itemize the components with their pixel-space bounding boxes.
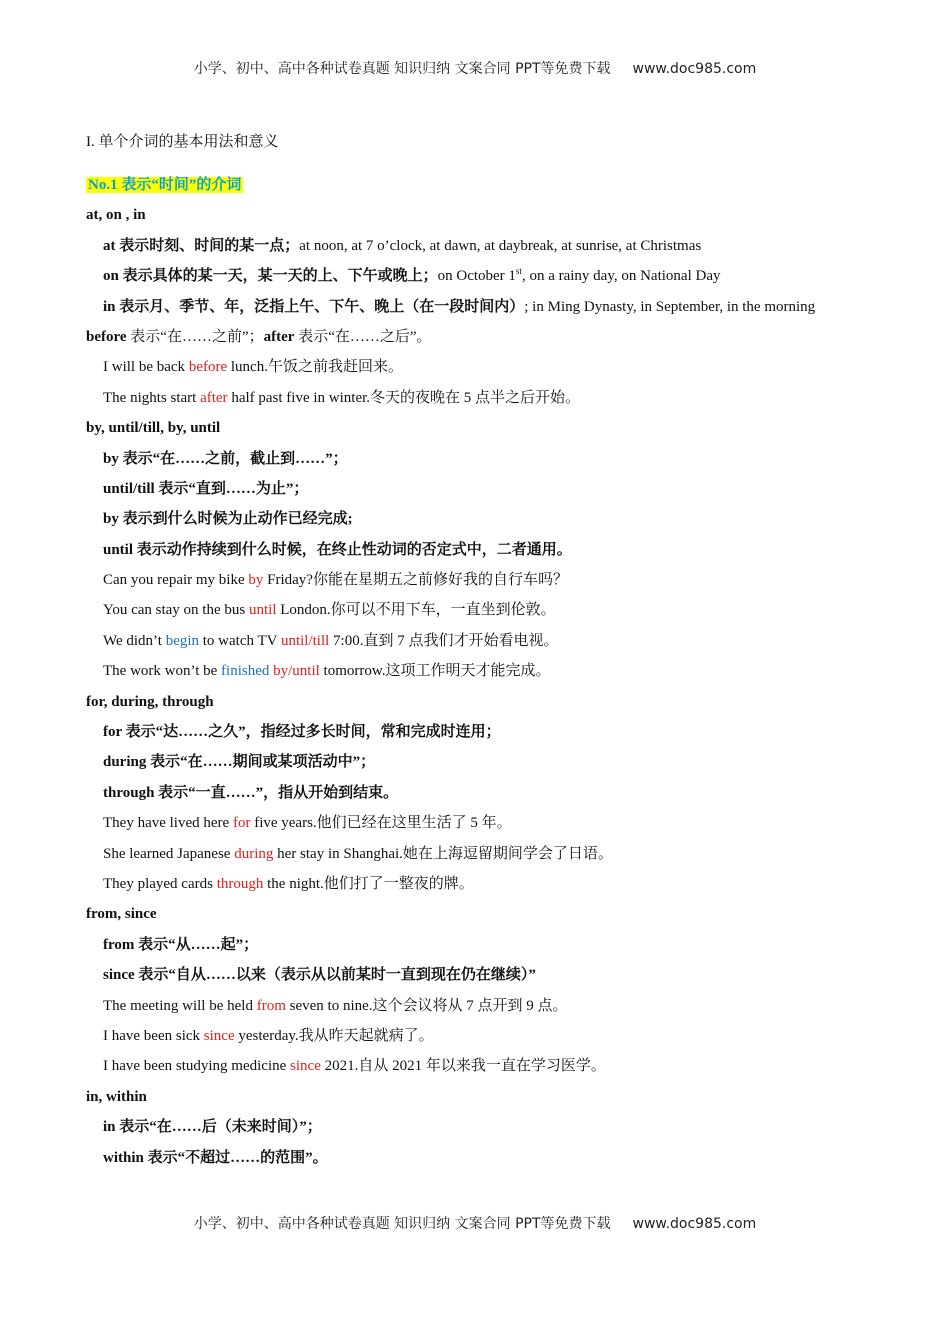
keyword-label: before bbox=[86, 328, 127, 345]
example-sentence bbox=[86, 595, 876, 625]
example-sentence bbox=[86, 839, 876, 869]
sentence-text: 7:00.直到 7 点我们才开始看电视。 bbox=[329, 632, 559, 649]
sentence-text: seven to nine.这个会议将从 7 点开到 9 点。 bbox=[285, 997, 568, 1014]
keyword: since bbox=[290, 1058, 321, 1075]
group-heading-at-on-in: at, on , in bbox=[86, 207, 146, 224]
sentence-text: We didn’t bbox=[103, 632, 166, 649]
group-heading-in-within: in, within bbox=[86, 1088, 147, 1105]
group-heading-for-during-through: for, during, through bbox=[86, 693, 214, 710]
keyword: for bbox=[232, 815, 251, 832]
sentence-text: The nights start bbox=[103, 389, 201, 406]
example-sentence bbox=[86, 991, 876, 1021]
rule-at bbox=[86, 231, 876, 261]
header-text: 小学、初中、高中各种试卷真题 知识归纳 文案合同 PPT等免费下载 bbox=[193, 61, 611, 77]
sentence-text: her stay in Shanghai.她在上海逗留期间学会了日语。 bbox=[273, 845, 613, 862]
example-sentence bbox=[86, 565, 876, 595]
rule-label: on 表示具体的某一天，某一天的上、下午或晚上； bbox=[103, 268, 438, 285]
page-footer bbox=[0, 1213, 950, 1233]
rule-examples: on October 1 bbox=[437, 268, 516, 285]
rule-line: since 表示“自从……以来（表示从以前某时一直到现在仍在继续）” bbox=[103, 967, 536, 984]
sentence-text: Friday?你能在星期五之前修好我的自行车吗？ bbox=[263, 572, 568, 589]
rule-line: until/till 表示“直到……为止”； bbox=[103, 480, 309, 497]
footer-text: 小学、初中、高中各种试卷真题 知识归纳 文案合同 PPT等免费下载 bbox=[193, 1216, 611, 1232]
keyword: through bbox=[216, 876, 264, 892]
sentence-text: tomorrow.这项工作明天才能完成。 bbox=[319, 663, 551, 680]
document-body bbox=[86, 130, 876, 1173]
verb: finished bbox=[221, 663, 270, 680]
sentence-text: I have been sick bbox=[103, 1027, 204, 1044]
example-sentence bbox=[86, 656, 876, 686]
sentence-text: London.你可以不用下车，一直坐到伦敦。 bbox=[276, 602, 556, 619]
rule-line: within 表示“不超过……的范围”。 bbox=[103, 1149, 328, 1166]
group-heading-from-since: from, since bbox=[86, 906, 157, 923]
rule-label: at 表示时刻、时间的某一点； bbox=[103, 237, 300, 254]
keyword: before bbox=[188, 359, 228, 376]
keyword: until/till bbox=[280, 632, 330, 649]
keyword: by/until bbox=[273, 663, 320, 680]
header-site-link[interactable]: www.doc985.com bbox=[632, 61, 757, 77]
example-sentence bbox=[86, 1051, 876, 1081]
rule-label: in 表示月、季节、年，泛指上午、下午、晚上（在一段时间内） bbox=[103, 298, 525, 315]
keyword: from bbox=[256, 997, 286, 1014]
sentence-text: lunch.午饭之前我赶回来。 bbox=[227, 359, 403, 376]
example-sentence bbox=[86, 808, 876, 838]
keyword: during bbox=[234, 845, 274, 862]
page-header bbox=[0, 58, 950, 78]
rule-line: from 表示“从……起”； bbox=[103, 936, 259, 953]
rule-examples: at noon, at 7 o’clock, at dawn, at daybreak, at sunrise, at Christmas bbox=[299, 237, 702, 254]
keyword-label: after bbox=[263, 328, 295, 345]
rule-line: by 表示到什么时候为止动作已经完成; bbox=[103, 511, 353, 528]
sentence-text: half past five in winter.冬天的夜晚在 5 点半之后开始。 bbox=[227, 389, 581, 406]
sentence-text: I will be back bbox=[103, 359, 189, 376]
rule-text: 表示“在……之前”； bbox=[126, 328, 264, 345]
rule-on bbox=[86, 261, 876, 291]
sentence-text: yesterday.我从昨天起就病了。 bbox=[234, 1027, 434, 1044]
section-title: I. 单个介词的基本用法和意义 bbox=[86, 134, 279, 150]
rule-examples: , on a rainy day, on National Day bbox=[521, 268, 721, 285]
rule-line: through 表示“一直……”，指从开始到结束。 bbox=[103, 784, 399, 801]
example-sentence bbox=[86, 869, 876, 899]
rule-in bbox=[86, 292, 876, 322]
rule-line: until 表示动作持续到什么时候，在终止性动词的否定式中，二者通用。 bbox=[103, 541, 572, 558]
rule-line: by 表示“在……之前，截止到……”； bbox=[103, 450, 348, 467]
subsection-heading bbox=[86, 170, 876, 200]
rule-line: in 表示“在……后（未来时间）”； bbox=[103, 1119, 322, 1136]
example-sentence bbox=[86, 1021, 876, 1051]
sentence-text: I have been studying medicine bbox=[103, 1058, 291, 1075]
sentence-text: the night.他们打了一整夜的牌。 bbox=[263, 876, 474, 892]
sentence-text: to watch TV bbox=[199, 632, 281, 649]
keyword: by bbox=[248, 572, 264, 589]
sentence-text: Can you repair my bike bbox=[103, 572, 249, 589]
sentence-text: You can stay on the bus bbox=[103, 602, 249, 619]
superscript: st bbox=[515, 266, 522, 277]
sentence-text: She learned Japanese bbox=[103, 845, 235, 862]
rule-line: during 表示“在……期间或某项活动中”； bbox=[103, 754, 376, 771]
rule-line: for 表示“达……之久”，指经过多长时间，常和完成时连用； bbox=[103, 724, 501, 741]
example-sentence bbox=[86, 352, 876, 382]
example-sentence bbox=[86, 383, 876, 413]
rule-examples: ; in Ming Dynasty, in September, in the morning bbox=[524, 298, 816, 315]
keyword: until bbox=[248, 602, 277, 619]
verb: begin bbox=[165, 632, 200, 649]
group-heading-by-until: by, until/till, by, until bbox=[86, 420, 221, 437]
sentence-text: The work won’t be bbox=[103, 663, 222, 680]
sentence-text: They played cards bbox=[103, 876, 217, 892]
sentence-text: five years.他们已经在这里生活了 5 年。 bbox=[250, 815, 512, 832]
rule-text: 表示“在……之后”。 bbox=[294, 328, 432, 345]
rule-before-after bbox=[86, 322, 876, 352]
no1-highlight: No.1 表示“时间”的介词 bbox=[88, 177, 242, 193]
footer-site-link[interactable]: www.doc985.com bbox=[632, 1216, 757, 1232]
sentence-text: The meeting will be held bbox=[103, 997, 257, 1014]
sentence-text: They have lived here bbox=[103, 815, 233, 832]
example-sentence bbox=[86, 626, 876, 656]
keyword: after bbox=[200, 389, 228, 406]
sentence-text: 2021.自从 2021 年以来我一直在学习医学。 bbox=[320, 1058, 606, 1075]
keyword: since bbox=[203, 1027, 235, 1044]
